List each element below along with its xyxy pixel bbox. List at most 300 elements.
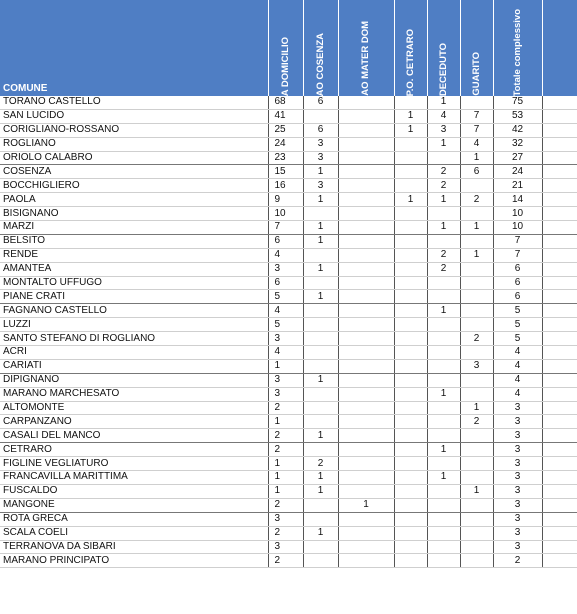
value-cell: 3 (303, 151, 338, 165)
comune-name: DIPIGNANO (0, 373, 268, 387)
value-cell: 3 (268, 387, 303, 401)
value-cell: 1 (303, 373, 338, 387)
value-cell (427, 415, 460, 429)
value-cell: 2 (427, 248, 460, 262)
header-cell: AO COSENZA (303, 0, 338, 96)
spacer-cell (542, 498, 577, 512)
value-cell (303, 540, 338, 554)
comune-name: PAOLA (0, 193, 268, 207)
value-cell: 2 (303, 457, 338, 471)
value-cell (338, 221, 394, 235)
comune-name: BOCCHIGLIERO (0, 179, 268, 193)
value-cell (394, 526, 427, 540)
table-row (0, 262, 577, 276)
value-cell (460, 96, 493, 109)
value-cell (460, 457, 493, 471)
value-cell: 3 (268, 373, 303, 387)
table-row (0, 498, 577, 512)
value-cell (338, 387, 394, 401)
value-cell: 5 (493, 304, 542, 318)
comune-name: ORIOLO CALABRO (0, 151, 268, 165)
value-cell (338, 332, 394, 346)
value-cell (427, 346, 460, 360)
value-cell: 4 (268, 304, 303, 318)
value-cell (303, 248, 338, 262)
value-cell: 24 (493, 165, 542, 179)
value-cell: 2 (460, 193, 493, 207)
value-cell: 1 (338, 498, 394, 512)
value-cell: 1 (427, 137, 460, 151)
value-cell: 3 (460, 359, 493, 373)
value-cell: 3 (268, 332, 303, 346)
comune-name: SAN LUCIDO (0, 109, 268, 123)
spacer-cell (542, 346, 577, 360)
comune-name: FIGLINE VEGLIATURO (0, 457, 268, 471)
value-cell (394, 262, 427, 276)
header-comune: COMUNE (0, 0, 268, 96)
value-cell (460, 512, 493, 526)
value-cell (427, 151, 460, 165)
table-row (0, 373, 577, 387)
value-cell (427, 332, 460, 346)
value-cell: 7 (493, 248, 542, 262)
value-cell: 3 (493, 401, 542, 415)
value-cell (303, 512, 338, 526)
table-row (0, 96, 577, 109)
value-cell (303, 498, 338, 512)
value-cell: 4 (460, 137, 493, 151)
spacer-cell (542, 471, 577, 485)
header-cell: AO MATER DOM (338, 0, 394, 96)
comune-name: ROGLIANO (0, 137, 268, 151)
value-cell: 10 (493, 207, 542, 221)
comune-name: ROTA GRECA (0, 512, 268, 526)
value-cell: 1 (303, 234, 338, 248)
value-cell: 1 (303, 221, 338, 235)
value-cell: 6 (268, 276, 303, 290)
header-cell: DECEDUTO (427, 0, 460, 96)
spacer-cell (542, 151, 577, 165)
value-cell (394, 415, 427, 429)
value-cell (427, 484, 460, 498)
comune-name: SANTO STEFANO DI ROGLIANO (0, 332, 268, 346)
table-row (0, 193, 577, 207)
value-cell: 2 (268, 443, 303, 457)
value-cell: 3 (493, 512, 542, 526)
value-cell (427, 318, 460, 332)
value-cell: 14 (493, 193, 542, 207)
value-cell (303, 415, 338, 429)
value-cell (427, 498, 460, 512)
spacer-cell (542, 123, 577, 137)
value-cell: 1 (427, 387, 460, 401)
value-cell: 7 (460, 109, 493, 123)
table-row (0, 304, 577, 318)
comune-name: TORANO CASTELLO (0, 96, 268, 109)
table-row (0, 290, 577, 304)
table-row (0, 512, 577, 526)
value-cell (394, 457, 427, 471)
value-cell (338, 429, 394, 443)
comune-name: RENDE (0, 248, 268, 262)
value-cell: 41 (268, 109, 303, 123)
value-cell (394, 512, 427, 526)
value-cell: 1 (303, 290, 338, 304)
value-cell: 68 (268, 96, 303, 109)
value-cell (427, 554, 460, 568)
value-cell: 3 (493, 415, 542, 429)
value-cell (338, 512, 394, 526)
value-cell (427, 234, 460, 248)
value-cell (394, 137, 427, 151)
value-cell: 6 (303, 123, 338, 137)
value-cell (460, 373, 493, 387)
value-cell (303, 346, 338, 360)
value-cell (338, 109, 394, 123)
value-cell (427, 276, 460, 290)
value-cell (394, 290, 427, 304)
value-cell (338, 318, 394, 332)
comune-name: FAGNANO CASTELLO (0, 304, 268, 318)
value-cell: 1 (303, 165, 338, 179)
value-cell: 3 (268, 512, 303, 526)
value-cell (338, 346, 394, 360)
comune-name: COSENZA (0, 165, 268, 179)
value-cell (394, 318, 427, 332)
value-cell (394, 443, 427, 457)
value-cell (394, 221, 427, 235)
value-cell: 10 (268, 207, 303, 221)
spacer-cell (542, 221, 577, 235)
table-header (0, 0, 577, 96)
value-cell: 1 (394, 123, 427, 137)
value-cell (460, 429, 493, 443)
value-cell: 3 (268, 262, 303, 276)
value-cell (394, 471, 427, 485)
comune-name: SCALA COELI (0, 526, 268, 540)
value-cell (338, 471, 394, 485)
value-cell (303, 207, 338, 221)
value-cell: 6 (460, 165, 493, 179)
spacer-cell (542, 137, 577, 151)
value-cell: 4 (493, 346, 542, 360)
value-cell (338, 151, 394, 165)
value-cell (394, 387, 427, 401)
value-cell: 2 (268, 429, 303, 443)
comune-name: CORIGLIANO-ROSSANO (0, 123, 268, 137)
value-cell: 7 (268, 221, 303, 235)
spacer-cell (542, 276, 577, 290)
value-cell (338, 359, 394, 373)
value-cell (427, 512, 460, 526)
value-cell (303, 554, 338, 568)
comune-name: CARIATI (0, 359, 268, 373)
value-cell: 1 (427, 443, 460, 457)
value-cell (338, 484, 394, 498)
spacer-cell (542, 554, 577, 568)
spacer-cell (542, 401, 577, 415)
value-cell: 2 (427, 262, 460, 276)
value-cell: 24 (268, 137, 303, 151)
value-cell (303, 276, 338, 290)
value-cell (338, 262, 394, 276)
value-cell: 1 (303, 429, 338, 443)
value-cell: 3 (268, 540, 303, 554)
value-cell: 1 (268, 415, 303, 429)
comune-name: TERRANOVA DA SIBARI (0, 540, 268, 554)
value-cell: 1 (427, 193, 460, 207)
value-cell (394, 373, 427, 387)
table-body (0, 96, 577, 568)
value-cell (460, 179, 493, 193)
value-cell (427, 429, 460, 443)
value-cell: 1 (427, 304, 460, 318)
value-cell: 5 (493, 318, 542, 332)
comune-name: BELSITO (0, 234, 268, 248)
value-cell (303, 109, 338, 123)
spacer-cell (542, 290, 577, 304)
value-cell (303, 332, 338, 346)
spacer-cell (542, 248, 577, 262)
spacer-cell (542, 207, 577, 221)
value-cell (460, 234, 493, 248)
table-row (0, 443, 577, 457)
spacer-cell (542, 484, 577, 498)
value-cell: 1 (460, 484, 493, 498)
comune-name: MANGONE (0, 498, 268, 512)
value-cell (427, 526, 460, 540)
value-cell (394, 234, 427, 248)
table-row (0, 165, 577, 179)
value-cell (460, 443, 493, 457)
table-row (0, 526, 577, 540)
value-cell: 7 (460, 123, 493, 137)
value-cell (338, 96, 394, 109)
value-cell (303, 401, 338, 415)
value-cell (338, 526, 394, 540)
value-cell (394, 484, 427, 498)
value-cell (460, 540, 493, 554)
spacer-cell (542, 540, 577, 554)
value-cell (394, 304, 427, 318)
value-cell (460, 207, 493, 221)
value-cell (338, 165, 394, 179)
value-cell (460, 318, 493, 332)
spacer-cell (542, 332, 577, 346)
value-cell: 21 (493, 179, 542, 193)
value-cell: 5 (268, 290, 303, 304)
value-cell: 3 (493, 498, 542, 512)
value-cell (338, 234, 394, 248)
comune-name: ALTOMONTE (0, 401, 268, 415)
comune-name: FUSCALDO (0, 484, 268, 498)
value-cell (394, 96, 427, 109)
value-cell (303, 304, 338, 318)
value-cell (338, 137, 394, 151)
value-cell: 16 (268, 179, 303, 193)
value-cell (303, 443, 338, 457)
table-row (0, 429, 577, 443)
table-row (0, 359, 577, 373)
table-row (0, 276, 577, 290)
value-cell: 9 (268, 193, 303, 207)
comune-name: LUZZI (0, 318, 268, 332)
table-row (0, 401, 577, 415)
value-cell: 75 (493, 96, 542, 109)
value-cell: 4 (493, 387, 542, 401)
table-row (0, 318, 577, 332)
value-cell: 2 (268, 401, 303, 415)
spacer-cell (542, 457, 577, 471)
spacer-cell (542, 443, 577, 457)
spacer-cell (542, 387, 577, 401)
value-cell: 1 (460, 401, 493, 415)
value-cell (338, 401, 394, 415)
table-row (0, 554, 577, 568)
value-cell: 1 (394, 193, 427, 207)
table-row (0, 221, 577, 235)
value-cell (394, 359, 427, 373)
value-cell: 3 (303, 179, 338, 193)
value-cell: 1 (303, 526, 338, 540)
header-cell: A DOMICILIO (268, 0, 303, 96)
value-cell: 2 (268, 498, 303, 512)
comune-name: MARANO MARCHESATO (0, 387, 268, 401)
comune-name: MONTALTO UFFUGO (0, 276, 268, 290)
value-cell: 5 (268, 318, 303, 332)
value-cell: 3 (427, 123, 460, 137)
value-cell: 7 (493, 234, 542, 248)
value-cell (338, 207, 394, 221)
value-cell: 6 (303, 96, 338, 109)
value-cell: 42 (493, 123, 542, 137)
value-cell: 5 (493, 332, 542, 346)
table-row (0, 123, 577, 137)
value-cell: 2 (427, 165, 460, 179)
value-cell (394, 207, 427, 221)
spacer-cell (542, 193, 577, 207)
value-cell: 1 (303, 471, 338, 485)
value-cell: 32 (493, 137, 542, 151)
value-cell (394, 248, 427, 262)
value-cell: 1 (460, 248, 493, 262)
value-cell: 3 (493, 471, 542, 485)
table-row (0, 332, 577, 346)
value-cell (338, 193, 394, 207)
value-cell (427, 457, 460, 471)
value-cell (338, 540, 394, 554)
value-cell (394, 554, 427, 568)
value-cell (460, 276, 493, 290)
value-cell (460, 554, 493, 568)
value-cell: 6 (493, 276, 542, 290)
value-cell: 23 (268, 151, 303, 165)
value-cell: 2 (427, 179, 460, 193)
value-cell: 3 (493, 540, 542, 554)
value-cell (460, 346, 493, 360)
value-cell (460, 498, 493, 512)
value-cell (460, 387, 493, 401)
value-cell: 53 (493, 109, 542, 123)
value-cell: 2 (460, 332, 493, 346)
table-row (0, 179, 577, 193)
comune-name: ACRI (0, 346, 268, 360)
value-cell (338, 276, 394, 290)
comune-name: FRANCAVILLA MARITTIMA (0, 471, 268, 485)
value-cell: 4 (427, 109, 460, 123)
value-cell: 4 (493, 359, 542, 373)
table-row (0, 484, 577, 498)
value-cell (338, 443, 394, 457)
value-cell (394, 332, 427, 346)
value-cell: 2 (268, 526, 303, 540)
table-row (0, 207, 577, 221)
value-cell (394, 165, 427, 179)
value-cell: 4 (493, 373, 542, 387)
table-row (0, 137, 577, 151)
table-row (0, 151, 577, 165)
value-cell (460, 290, 493, 304)
value-cell: 1 (268, 359, 303, 373)
value-cell (427, 373, 460, 387)
value-cell: 1 (427, 96, 460, 109)
value-cell: 1 (268, 471, 303, 485)
spacer-cell (542, 96, 577, 109)
value-cell (460, 471, 493, 485)
value-cell: 2 (460, 415, 493, 429)
value-cell (338, 373, 394, 387)
value-cell (338, 290, 394, 304)
value-cell (460, 304, 493, 318)
value-cell: 3 (493, 457, 542, 471)
value-cell (303, 387, 338, 401)
comune-name: CARPANZANO (0, 415, 268, 429)
value-cell: 1 (303, 193, 338, 207)
value-cell: 2 (493, 554, 542, 568)
value-cell (394, 179, 427, 193)
value-cell (338, 457, 394, 471)
value-cell: 3 (493, 526, 542, 540)
spacer-cell (542, 262, 577, 276)
header-cell: Totale complessivo (493, 0, 542, 96)
table-row (0, 109, 577, 123)
value-cell (427, 359, 460, 373)
value-cell (338, 248, 394, 262)
spacer-cell (542, 429, 577, 443)
value-cell: 1 (268, 457, 303, 471)
value-cell (394, 151, 427, 165)
value-cell: 27 (493, 151, 542, 165)
spacer-cell (542, 109, 577, 123)
value-cell: 3 (493, 429, 542, 443)
spacer-cell (542, 373, 577, 387)
spacer-cell (542, 512, 577, 526)
value-cell: 4 (268, 346, 303, 360)
value-cell: 1 (427, 471, 460, 485)
value-cell: 15 (268, 165, 303, 179)
value-cell: 3 (493, 443, 542, 457)
value-cell: 6 (493, 262, 542, 276)
value-cell (427, 540, 460, 554)
spacer-cell (542, 304, 577, 318)
value-cell (394, 401, 427, 415)
table-row (0, 471, 577, 485)
spacer-cell (542, 179, 577, 193)
table-row (0, 234, 577, 248)
table-row (0, 387, 577, 401)
value-cell: 4 (268, 248, 303, 262)
value-cell (303, 318, 338, 332)
